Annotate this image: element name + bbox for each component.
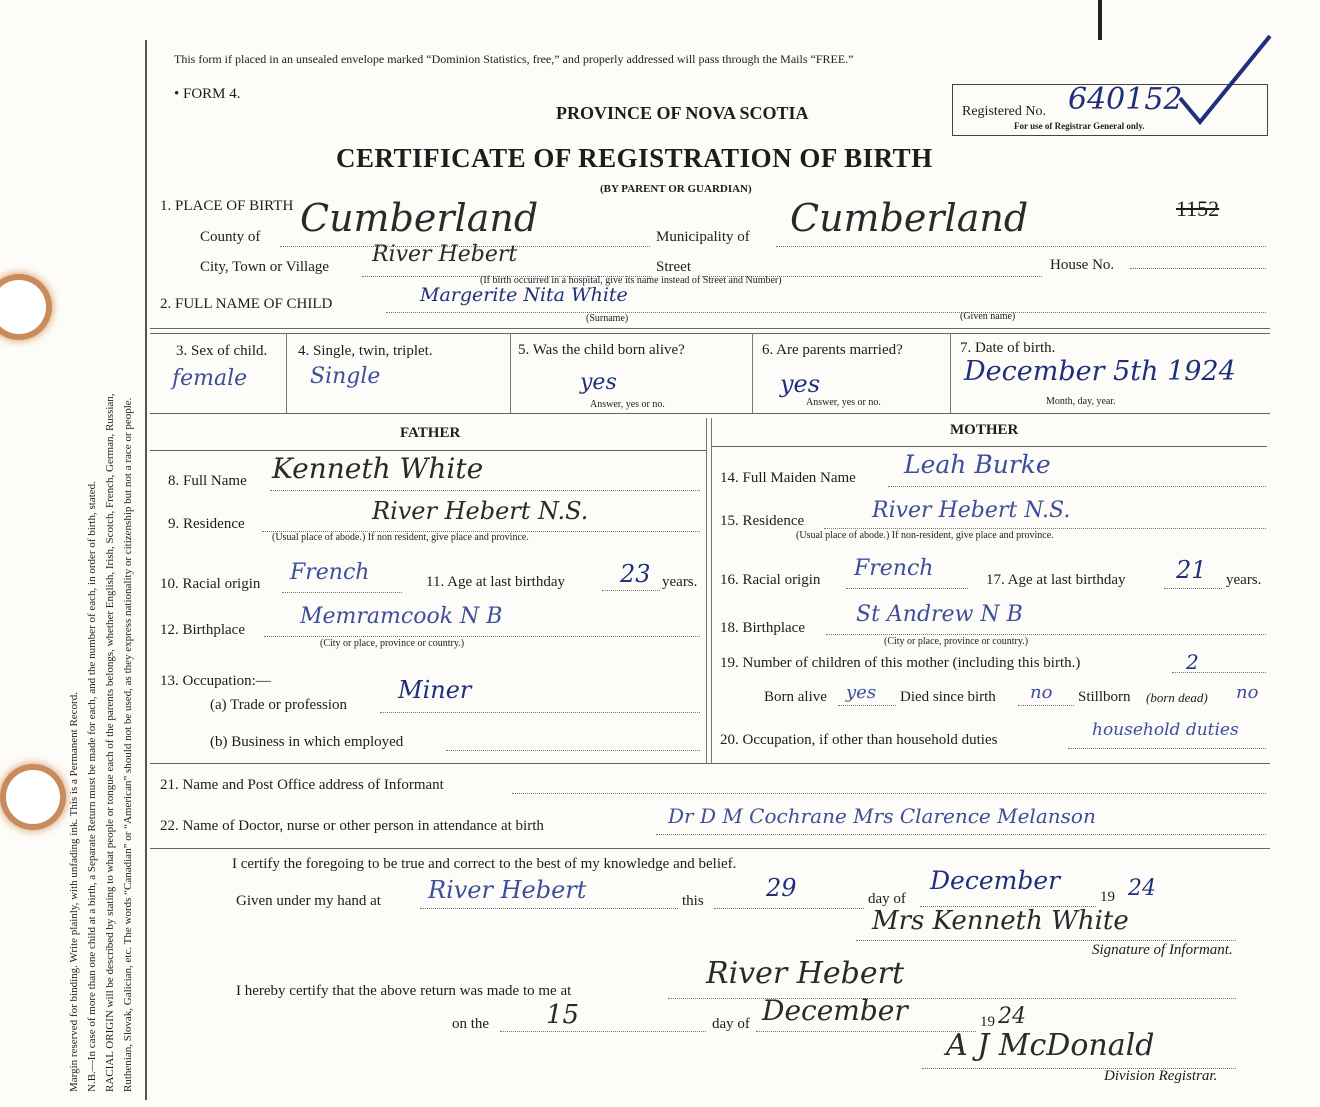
binding-hole-bottom [6, 770, 60, 824]
father-birthplace-label: 12. Birthplace [160, 622, 245, 638]
margin-note-3: RACIAL ORIGIN will be described by stating to what people or tongue each of the parents belongs, whether English, Irish, Scotch, French, German, Russian, [104, 393, 116, 1092]
mother-residence-note: (Usual place of abode.) If non-resident, give place and province. [796, 530, 1054, 541]
this-label: this [682, 893, 704, 909]
alive-value: yes [580, 370, 617, 395]
plurality-label: 4. Single, twin, triplet. [298, 343, 433, 359]
father-name-value: Kenneth White [272, 452, 484, 485]
trade-value: Miner [398, 676, 472, 704]
informant-label: 21. Name and Post Office address of Informant [160, 777, 444, 793]
on-the-value: 15 [546, 1000, 580, 1030]
form-number: • FORM 4. [174, 86, 241, 102]
child-name-label: 2. FULL NAME OF CHILD [160, 296, 333, 312]
registrar-day-of-label: day of [712, 1016, 750, 1032]
certify-day-of-label: day of [868, 891, 906, 907]
registrar-place-value: River Hebert [706, 956, 905, 991]
document-title: CERTIFICATE OF REGISTRATION OF BIRTH [336, 143, 933, 173]
registrar-year-value: 24 [998, 1004, 1026, 1029]
father-occupation-label: 13. Occupation:— [160, 673, 271, 689]
municipality-value: Cumberland [790, 196, 1029, 240]
mother-birthplace-note: (City or place, province or country.) [884, 636, 1029, 647]
surname-note: (Surname) [586, 313, 629, 324]
mother-residence-value: River Hebert N.S. [872, 498, 1071, 523]
stillborn-label: Stillborn [1078, 689, 1131, 705]
registration-note: For use of Registrar General only. [1014, 121, 1145, 131]
document-subtitle: (BY PARENT OR GUARDIAN) [600, 183, 752, 195]
mother-birthplace-label: 18. Birthplace [720, 620, 805, 636]
binding-hole-top [0, 280, 46, 334]
postal-note: This form if placed in an unsealed envelope marked “Dominion Statistics, free,” and properly addressed will pass through the Mails “FREE.” [174, 52, 854, 66]
city-value: River Hebert [372, 242, 518, 267]
certify-text: I certify the foregoing to be true and correct to the best of my knowledge and belief. [232, 856, 737, 872]
mother-name-label: 14. Full Maiden Name [720, 470, 856, 486]
trade-label: (a) Trade or profession [210, 697, 348, 713]
struck-number: 1152 [1176, 196, 1220, 221]
street-label: Street [656, 259, 691, 275]
place-of-birth-label: 1. PLACE OF BIRTH [160, 198, 294, 214]
father-years-label: years. [662, 574, 698, 590]
informant-signature-label: Signature of Informant. [1092, 942, 1233, 958]
married-label: 6. Are parents married? [762, 342, 903, 358]
registrar-month-value: December [762, 994, 908, 1027]
father-race-value: French [290, 560, 370, 585]
house-number-label: House No. [1050, 257, 1115, 273]
mother-heading: MOTHER [950, 422, 1019, 438]
mother-years-label: years. [1226, 572, 1262, 588]
county-value: Cumberland [300, 196, 539, 240]
stillborn-note: (born dead) [1146, 690, 1208, 705]
mother-age-value: 21 [1176, 556, 1207, 584]
margin-note-1: Margin reserved for binding. Write plainly, with unfading ink. This is a Permanent Record. [68, 692, 80, 1092]
dob-label: 7. Date of birth. [960, 340, 1056, 356]
child-name-value: Margerite Nita White [420, 284, 628, 306]
given-name-note: (Given name) [960, 311, 1016, 322]
on-the-label: on the [452, 1016, 490, 1032]
given-at-value: River Hebert [428, 876, 587, 904]
married-value: yes [780, 370, 821, 398]
children-count-label: 19. Number of children of this mother (including this birth.) [720, 655, 1081, 671]
died-value: no [1030, 682, 1053, 703]
mother-age-label: 17. Age at last birthday [986, 572, 1126, 588]
registrar-text: I hereby certify that the above return was made to me at [236, 983, 572, 999]
father-residence-note: (Usual place of abode.) If non resident, give place and province. [272, 532, 529, 543]
business-label: (b) Business in which employed [210, 734, 404, 750]
doctor-label: 22. Name of Doctor, nurse or other person in attendance at birth [160, 818, 544, 834]
mother-race-label: 16. Racial origin [720, 572, 821, 588]
sex-value: female [172, 366, 248, 391]
mother-name-value: Leah Burke [904, 450, 1051, 479]
born-alive-value: yes [846, 682, 877, 703]
mother-birthplace-value: St Andrew N B [856, 602, 1023, 627]
died-label: Died since birth [900, 689, 996, 705]
children-count-value: 2 [1186, 650, 1199, 674]
check-mark-icon [1170, 30, 1280, 130]
born-alive-label: Born alive [764, 689, 827, 705]
stillborn-value: no [1236, 682, 1259, 703]
city-label: City, Town or Village [200, 259, 330, 275]
mother-occupation-label: 20. Occupation, if other than household duties [720, 732, 998, 748]
father-heading: FATHER [400, 425, 461, 441]
registration-label: Registered No. [962, 104, 1046, 119]
registration-number: 640152 [1068, 82, 1183, 117]
ink-stroke [1098, 0, 1102, 40]
plurality-value: Single [310, 364, 381, 389]
father-race-label: 10. Racial origin [160, 576, 261, 592]
registrar-title: Division Registrar. [1104, 1068, 1218, 1084]
alive-note: Answer, yes or no. [590, 399, 665, 410]
registrar-signature: A J McDonald [946, 1028, 1155, 1063]
given-at-label: Given under my hand at [236, 893, 381, 909]
married-note: Answer, yes or no. [806, 397, 881, 408]
registrar-year-prefix: 19 [980, 1014, 995, 1030]
hospital-note: (If birth occurred in a hospital, give its name instead of Street and Number) [480, 275, 782, 286]
this-value: 29 [766, 874, 797, 902]
father-age-value: 23 [620, 560, 651, 588]
doctor-value: Dr D M Cochrane Mrs Clarence Melanson [668, 804, 1096, 828]
mother-occupation-value: household duties [1092, 720, 1239, 740]
father-age-label: 11. Age at last birthday [426, 574, 565, 590]
alive-label: 5. Was the child born alive? [518, 342, 685, 358]
dob-value: December 5th 1924 [964, 356, 1236, 387]
sex-label: 3. Sex of child. [176, 343, 268, 359]
father-birthplace-value: Memramcook N B [300, 604, 503, 629]
dob-note: Month, day, year. [1046, 396, 1116, 407]
informant-signature: Mrs Kenneth White [872, 906, 1129, 936]
certify-month-value: December [930, 866, 1061, 895]
certify-year-prefix: 19 [1100, 889, 1115, 905]
province-heading: PROVINCE OF NOVA SCOTIA [556, 103, 809, 123]
county-label: County of [200, 229, 261, 245]
mother-race-value: French [854, 556, 934, 581]
father-name-label: 8. Full Name [168, 473, 247, 489]
left-border [145, 40, 147, 1100]
father-residence-label: 9. Residence [168, 516, 245, 532]
margin-note-2: N.B.—In case of more than one child at a birth, a Separate Return must be made for each, and the number of each, in order of birth, stated. [86, 481, 98, 1092]
mother-residence-label: 15. Residence [720, 513, 805, 529]
municipality-label: Municipality of [656, 229, 750, 245]
certify-year-value: 24 [1128, 876, 1156, 901]
margin-note-4: Ruthenian, Slovak, Galician, etc. The words “Canadian” or “American” should not be used, as they express nationality or citizenship but not a race or people. [122, 397, 134, 1092]
father-birthplace-note: (City or place, province or country.) [320, 638, 465, 649]
father-residence-value: River Hebert N.S. [372, 497, 589, 525]
